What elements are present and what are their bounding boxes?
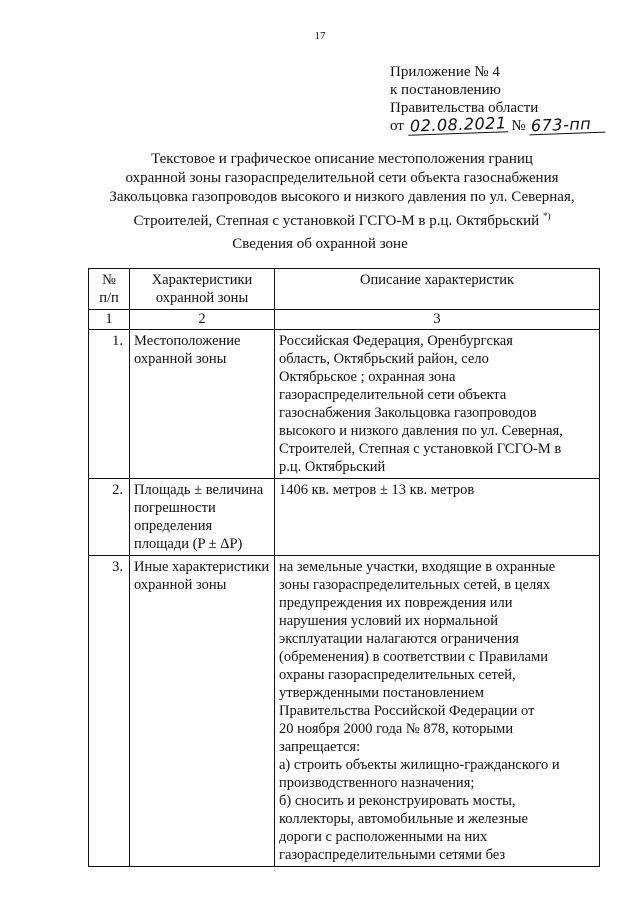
row-number: 2. xyxy=(89,479,130,556)
number-sign: № xyxy=(511,118,526,134)
appendix-title: Приложение № 4 xyxy=(390,64,500,80)
zone-info-table xyxy=(88,268,600,867)
appendix-block xyxy=(390,63,610,135)
header-description: Описание характеристик xyxy=(275,269,600,310)
row-number: 3. xyxy=(89,556,130,867)
row-description: на земельные участки, входящие в охранные зоны газораспределительных сетей, в целях предупреждения их повреждения или нарушения условий их нормальной эксплуатации налагаются ограничения (обременения) в соответствии с Правилами охраны газораспределительных сетей, утвержденными постановлением Правительства Российской Федерации от 20 ноября 2000 года № 878, которыми запрещается: а) строить объекты жилищно-гражданского и производственного назначения; б) сносить и реконструировать мосты, коллекторы, автомобильные и железные дороги с расположенными на них газораспределительными сетями без xyxy=(275,556,600,867)
appendix-line-2: к постановлению xyxy=(390,82,501,98)
page-number: 17 xyxy=(314,30,326,42)
title-line-1: Текстовое и графическое описание местоположения границ xyxy=(151,151,533,167)
index-cell-1: 1 xyxy=(89,310,130,330)
date-prefix: от xyxy=(390,118,404,134)
handwritten-date: 02.08.2021 xyxy=(409,113,507,136)
header-characteristics: Характеристики охранной зоны xyxy=(130,269,275,310)
appendix-date-row xyxy=(390,113,610,136)
row-number: 1. xyxy=(89,330,130,479)
title-line-2: охранной зоны газораспределительной сети объекта газоснабжения xyxy=(125,170,559,186)
table-row xyxy=(89,556,600,867)
index-cell-3: 3 xyxy=(275,310,600,330)
handwritten-number: 673-пп xyxy=(529,116,606,136)
row-description: Российская Федерация, Оренбургская область, Октябрьский район, село Октябрьское ; охранная зона газораспределительной сети объекта газоснабжения Закольцовка газопроводов высокого и низкого давления по ул. Северная, Строителей, Степная с установкой ГСГО-М в р.ц. Октябрьский xyxy=(275,330,600,479)
row-characteristic: Иные характеристики охранной зоны xyxy=(130,556,275,867)
footnote-mark: *) xyxy=(542,211,551,221)
header-number: № п/п xyxy=(89,269,130,310)
section-subtitle: Сведения об охранной зоне xyxy=(232,236,408,252)
title-line-4-text: Строителей, Степная с установкой ГСГО-М в р.ц. Октябрьский xyxy=(133,213,540,229)
table-row xyxy=(89,479,600,556)
row-characteristic: Местоположение охранной зоны xyxy=(130,330,275,479)
table-header-row xyxy=(89,269,600,310)
index-cell-2: 2 xyxy=(130,310,275,330)
row-characteristic: Площадь ± величина погрешности определения площади (P ± ΔP) xyxy=(130,479,275,556)
appendix-line-3: Правительства области xyxy=(390,100,539,116)
table-index-row xyxy=(89,310,600,330)
title-line-3: Закольцовка газопроводов высокого и низкого давления по ул. Северная, xyxy=(109,189,575,205)
row-description: 1406 кв. метров ± 13 кв. метров xyxy=(275,479,600,556)
title-line-4 xyxy=(92,207,592,231)
document-title xyxy=(92,150,592,231)
table-row xyxy=(89,330,600,479)
